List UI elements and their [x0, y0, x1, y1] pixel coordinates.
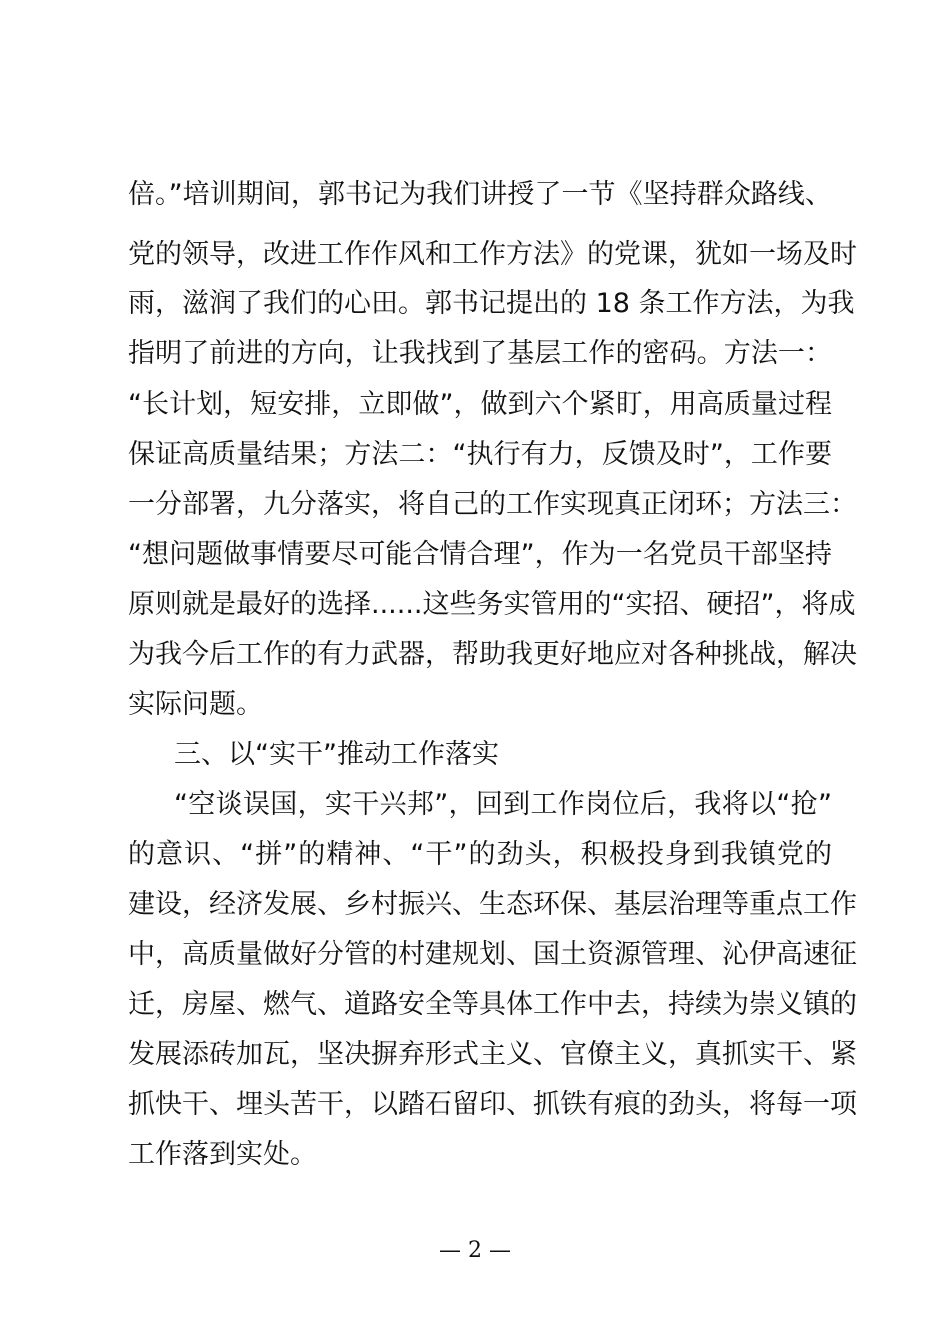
paragraph-line: 雨，滋润了我们的心田。郭书记提出的 18 条工作方法，为我 [128, 288, 855, 319]
paragraph-line: 抓快干、埋头苦干，以踏石留印、抓铁有痕的劲头，将每一项 [128, 1089, 857, 1120]
paragraph-line: 倍。”培训期间，郭书记为我们讲授了一节《坚持群众路线、 [128, 179, 832, 210]
page-number: — 2 — [439, 1238, 511, 1263]
paragraph-line: 指明了前进的方向，让我找到了基层工作的密码。方法一： [128, 338, 832, 369]
paragraph-line: 党的领导，改进工作作风和工作方法》的党课，犹如一场及时 [128, 239, 857, 270]
paragraph-line-last: 实际问题。 [128, 689, 263, 720]
section-heading: 三、以“实干”推动工作落实 [174, 739, 499, 770]
paragraph-line: 原则就是最好的选择......这些务实管用的“实招、硬招”，将成 [128, 589, 856, 620]
paragraph-line: “想问题做事情要尽可能合情合理”，作为一名党员干部坚持 [128, 539, 832, 570]
paragraph-line: 建设，经济发展、乡村振兴、生态环保、基层治理等重点工作 [128, 889, 857, 920]
paragraph-line: 保证高质量结果；方法二：“执行有力，反馈及时”，工作要 [128, 439, 832, 470]
paragraph-line: 中，高质量做好分管的村建规划、国土资源管理、沁伊高速征 [128, 939, 857, 970]
paragraph-line: 的意识、“拼”的精神、“干”的劲头，积极投身到我镇党的 [128, 839, 832, 870]
paragraph-line: 为我今后工作的有力武器，帮助我更好地应对各种挑战，解决 [128, 639, 857, 670]
paragraph-line-first: “空谈误国，实干兴邦”，回到工作岗位后，我将以“抢” [174, 789, 832, 820]
paragraph-line-last: 工作落到实处。 [128, 1139, 317, 1170]
paragraph-line: “长计划，短安排，立即做”，做到六个紧盯，用高质量过程 [128, 389, 832, 420]
paragraph-line: 发展添砖加瓦，坚决摒弃形式主义、官僚主义，真抓实干、紧 [128, 1039, 857, 1070]
paragraph-line: 迁，房屋、燃气、道路安全等具体工作中去，持续为崇义镇的 [128, 989, 857, 1020]
paragraph-line: 一分部署，九分落实，将自己的工作实现真正闭环；方法三： [128, 489, 857, 520]
